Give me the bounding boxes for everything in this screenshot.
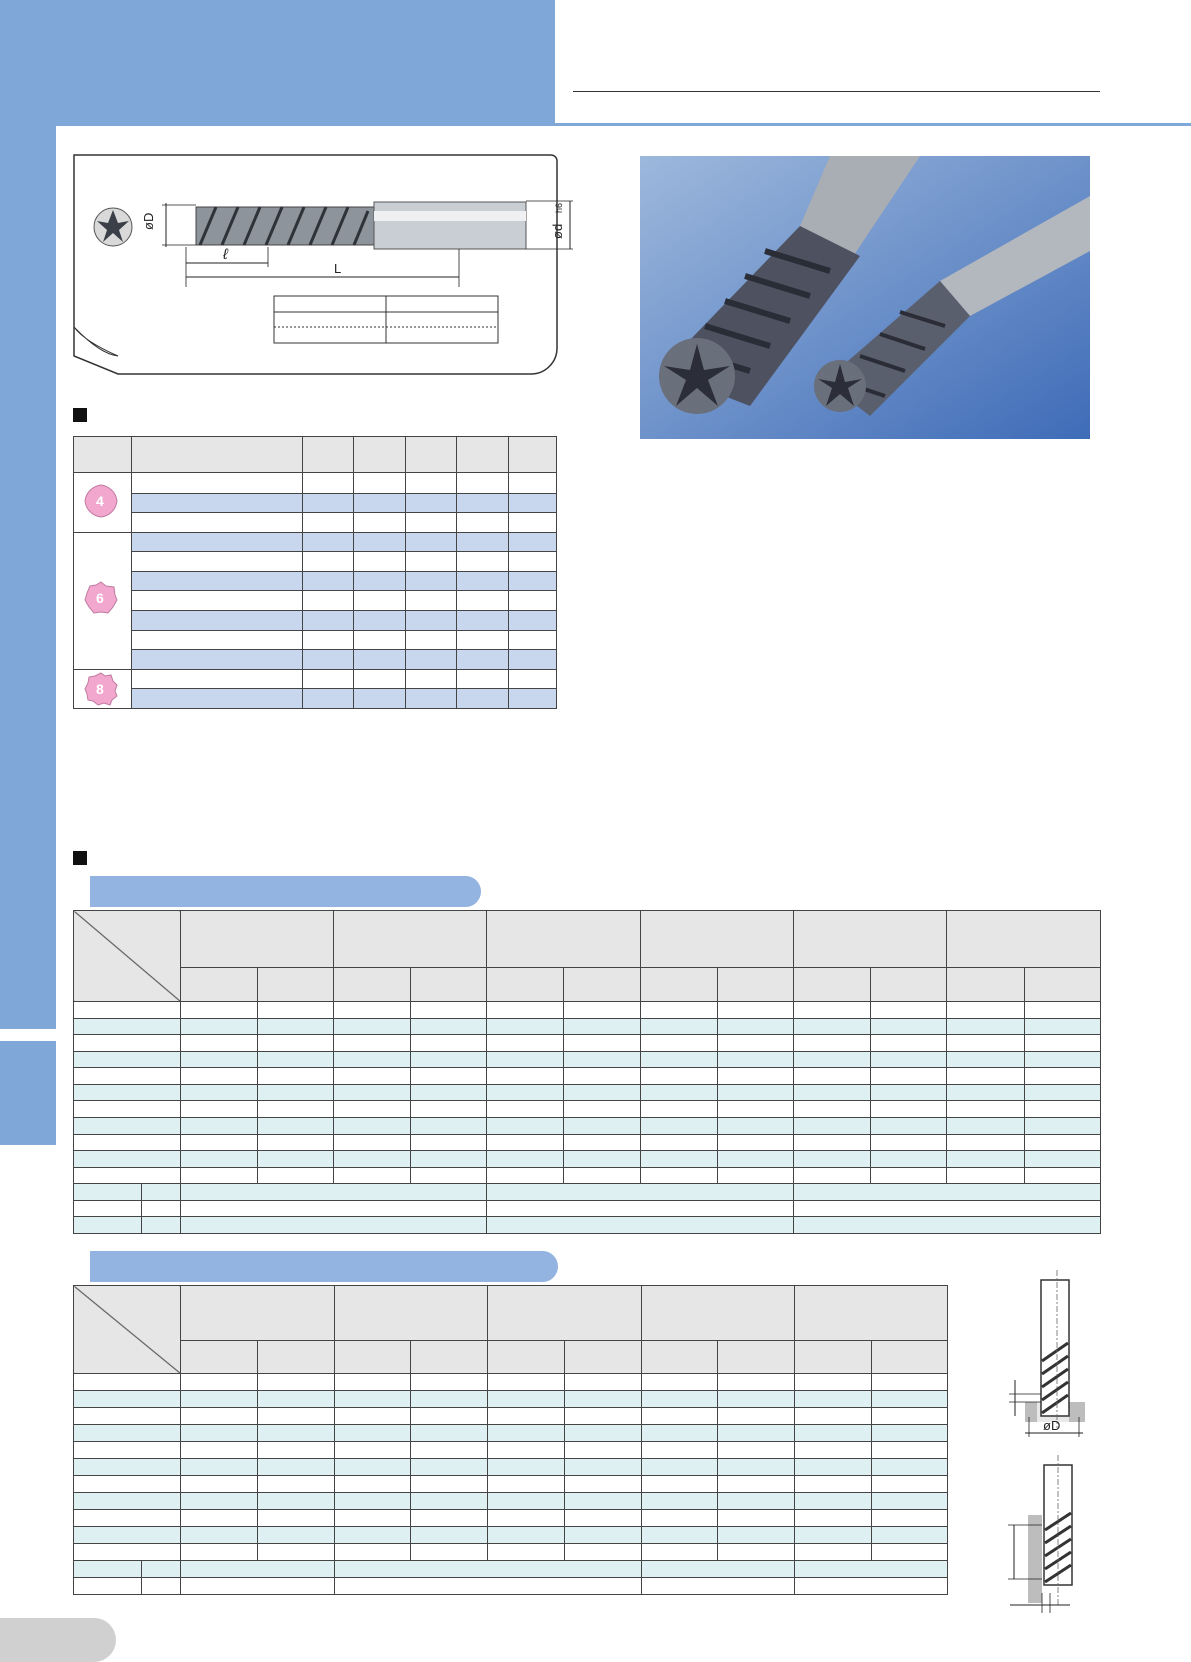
table-row <box>74 1374 948 1391</box>
table-row <box>74 1018 1101 1035</box>
dim-l-label: ℓ <box>223 246 228 263</box>
table-row <box>74 1391 948 1408</box>
table-2-caption-pill <box>90 1251 558 1282</box>
slotting-callout <box>995 1270 1095 1430</box>
dim-d-tolerance: h6 <box>554 202 564 213</box>
table-footer-row <box>74 1200 1101 1217</box>
table-row <box>74 1493 948 1510</box>
table-row <box>74 1151 1101 1168</box>
flute-table <box>73 436 557 709</box>
table-footer-row <box>74 1217 1101 1234</box>
cutting-table-1 <box>73 910 1101 1234</box>
table-row <box>74 1510 948 1527</box>
end-view-icon <box>94 208 132 246</box>
table-row <box>74 1408 948 1425</box>
table-row <box>74 611 557 631</box>
flute-badge-8 <box>84 672 118 706</box>
header-band <box>0 0 555 125</box>
table-row <box>74 532 557 552</box>
page-number-tab <box>0 1618 116 1662</box>
header-rule <box>0 123 1191 126</box>
table-1-caption-pill <box>90 876 481 907</box>
side-milling-callout <box>1000 1455 1100 1615</box>
table-row <box>74 689 557 709</box>
table-row <box>74 1068 1101 1085</box>
table-row <box>74 1134 1101 1151</box>
table-row <box>74 493 557 513</box>
table-footer-row <box>74 1184 1101 1201</box>
table-row <box>74 1002 1101 1019</box>
table-row <box>74 1167 1101 1184</box>
section-marker-1 <box>73 408 87 422</box>
table-footer-row <box>74 1578 948 1595</box>
side-strip <box>0 126 56 1029</box>
flute-badge-6 <box>84 581 118 615</box>
table-row <box>74 1118 1101 1135</box>
table-row <box>74 1442 948 1459</box>
dim-d-label: ød <box>550 223 565 239</box>
cutting-table-2 <box>73 1285 948 1595</box>
table-row <box>74 669 557 689</box>
table-row <box>74 1084 1101 1101</box>
svg-text:8: 8 <box>96 681 104 697</box>
table-row <box>74 1425 948 1442</box>
table-footer-row <box>74 1561 948 1578</box>
table-row <box>74 1035 1101 1052</box>
dimension-diagram <box>70 155 565 380</box>
table-row <box>74 1051 1101 1068</box>
product-photo <box>640 156 1090 439</box>
dim-L-label: L <box>334 261 342 276</box>
callout-dim-D: øD <box>1043 1418 1061 1433</box>
flute-badge-4 <box>84 484 118 518</box>
table-header-row <box>74 437 557 473</box>
table-row <box>74 1476 948 1493</box>
table-row <box>74 650 557 670</box>
title-rule <box>573 91 1100 92</box>
table-row <box>74 1101 1101 1118</box>
table-row <box>74 1527 948 1544</box>
dim-D-label: øD <box>141 212 156 230</box>
table-row <box>74 591 557 611</box>
svg-text:6: 6 <box>96 590 104 606</box>
table-row <box>74 473 557 494</box>
slot-width-dimension <box>1025 1417 1095 1441</box>
svg-text:4: 4 <box>96 493 104 509</box>
table-row <box>74 571 557 591</box>
table-row <box>74 513 557 533</box>
section-marker-2 <box>73 851 87 865</box>
table-row <box>74 1544 948 1561</box>
table-row <box>74 1459 948 1476</box>
table-row <box>74 552 557 572</box>
side-tab[interactable] <box>0 1041 56 1145</box>
table-row <box>74 630 557 650</box>
